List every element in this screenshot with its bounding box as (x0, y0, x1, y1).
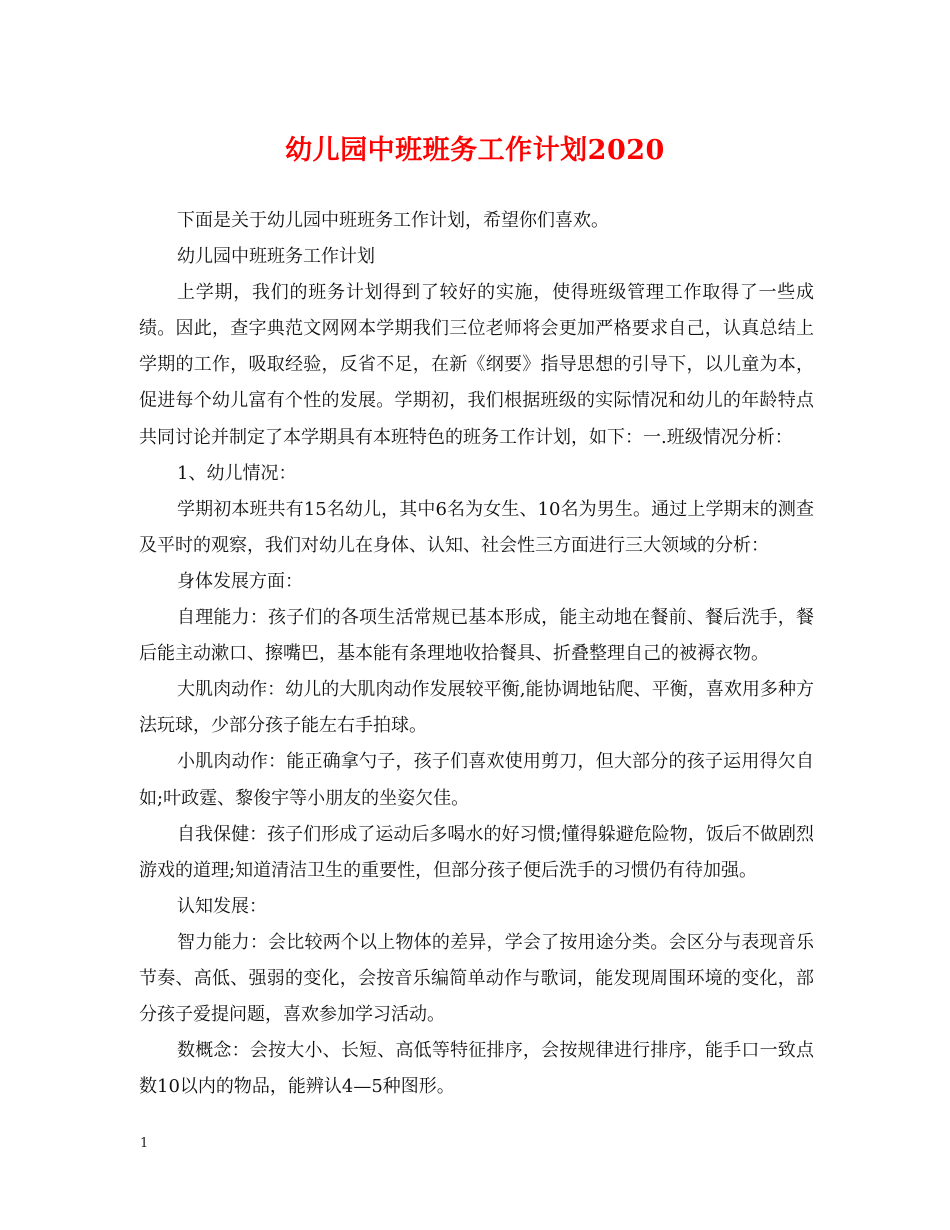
paragraph-gross-motor: 大肌肉动作：幼儿的大肌肉动作发展较平衡,能协调地钻爬、平衡，喜欢用多种方法玩球，少部分孩子能左右手拍球。 (139, 679, 814, 737)
paragraph-physical-heading: 身体发展方面： (177, 570, 303, 592)
paragraph-fine-motor: 小肌肉动作：能正确拿勺子，孩子们喜欢使用剪刀，但大部分的孩子运用得欠自如;叶政霆、黎俊宇等小朋友的坐姿欠佳。 (139, 751, 814, 809)
paragraph-child-situation: 学期初本班共有15名幼儿，其中6名为女生、10名为男生。通过上学期末的测查及平时的观察，我们对幼儿在身体、认知、社会性三方面进行三大领域的分析： (139, 498, 814, 556)
paragraph-subtitle: 幼儿园中班班务工作计划 (177, 246, 375, 268)
paragraph-intelligence: 智力能力：会比较两个以上物体的差异，学会了按用途分类。会区分与表现音乐节奏、高低、强弱的变化，会按音乐编简单动作与歌词，能发现周围环境的变化，部分孩子爱提问题，喜欢参加学习活动。 (139, 931, 814, 1026)
page-number: 1 (140, 1136, 149, 1151)
paragraph-overview: 上学期，我们的班务计划得到了较好的实施，使得班级管理工作取得了一些成绩。因此，查字典范文网网本学期我们三位老师将会更加严格要求自己，认真总结上学期的工作，吸取经验，反省不足，在新《纲要》指导思想的引导下，以儿童为本，促进每个幼儿富有个性的发展。学期初，我们根据班级的实际情况和幼儿的年龄特点共同讨论并制定了本学期具有本班特色的班务工作计划，如下：一.班级情况分析： (139, 282, 814, 448)
paragraph-cognitive-heading: 认知发展： (177, 895, 267, 917)
paragraph-intro: 下面是关于幼儿园中班班务工作计划，希望你们喜欢。 (177, 210, 609, 231)
paragraph-child-heading: 1、幼儿情况： (177, 462, 297, 484)
paragraph-self-care: 自理能力：孩子们的各项生活常规已基本形成，能主动地在餐前、餐后洗手，餐后能主动漱口、擦嘴巴，基本能有条理地收拾餐具、折叠整理自己的被褥衣物。 (139, 607, 814, 665)
document-title: 幼儿园中班班务工作计划2020 (285, 135, 665, 166)
paragraph-number-concept: 数概念：会按大小、长短、高低等特征排序，会按规律进行排序，能手口一致点数10以内的物品，能辨认4—5种图形。 (139, 1040, 814, 1098)
document-body (139, 203, 814, 1105)
paragraph-self-health: 自我保健：孩子们形成了运动后多喝水的好习惯;懂得躲避危险物，饭后不做剧烈游戏的道理;知道清洁卫生的重要性，但部分孩子便后洗手的习惯仍有待加强。 (139, 823, 814, 881)
